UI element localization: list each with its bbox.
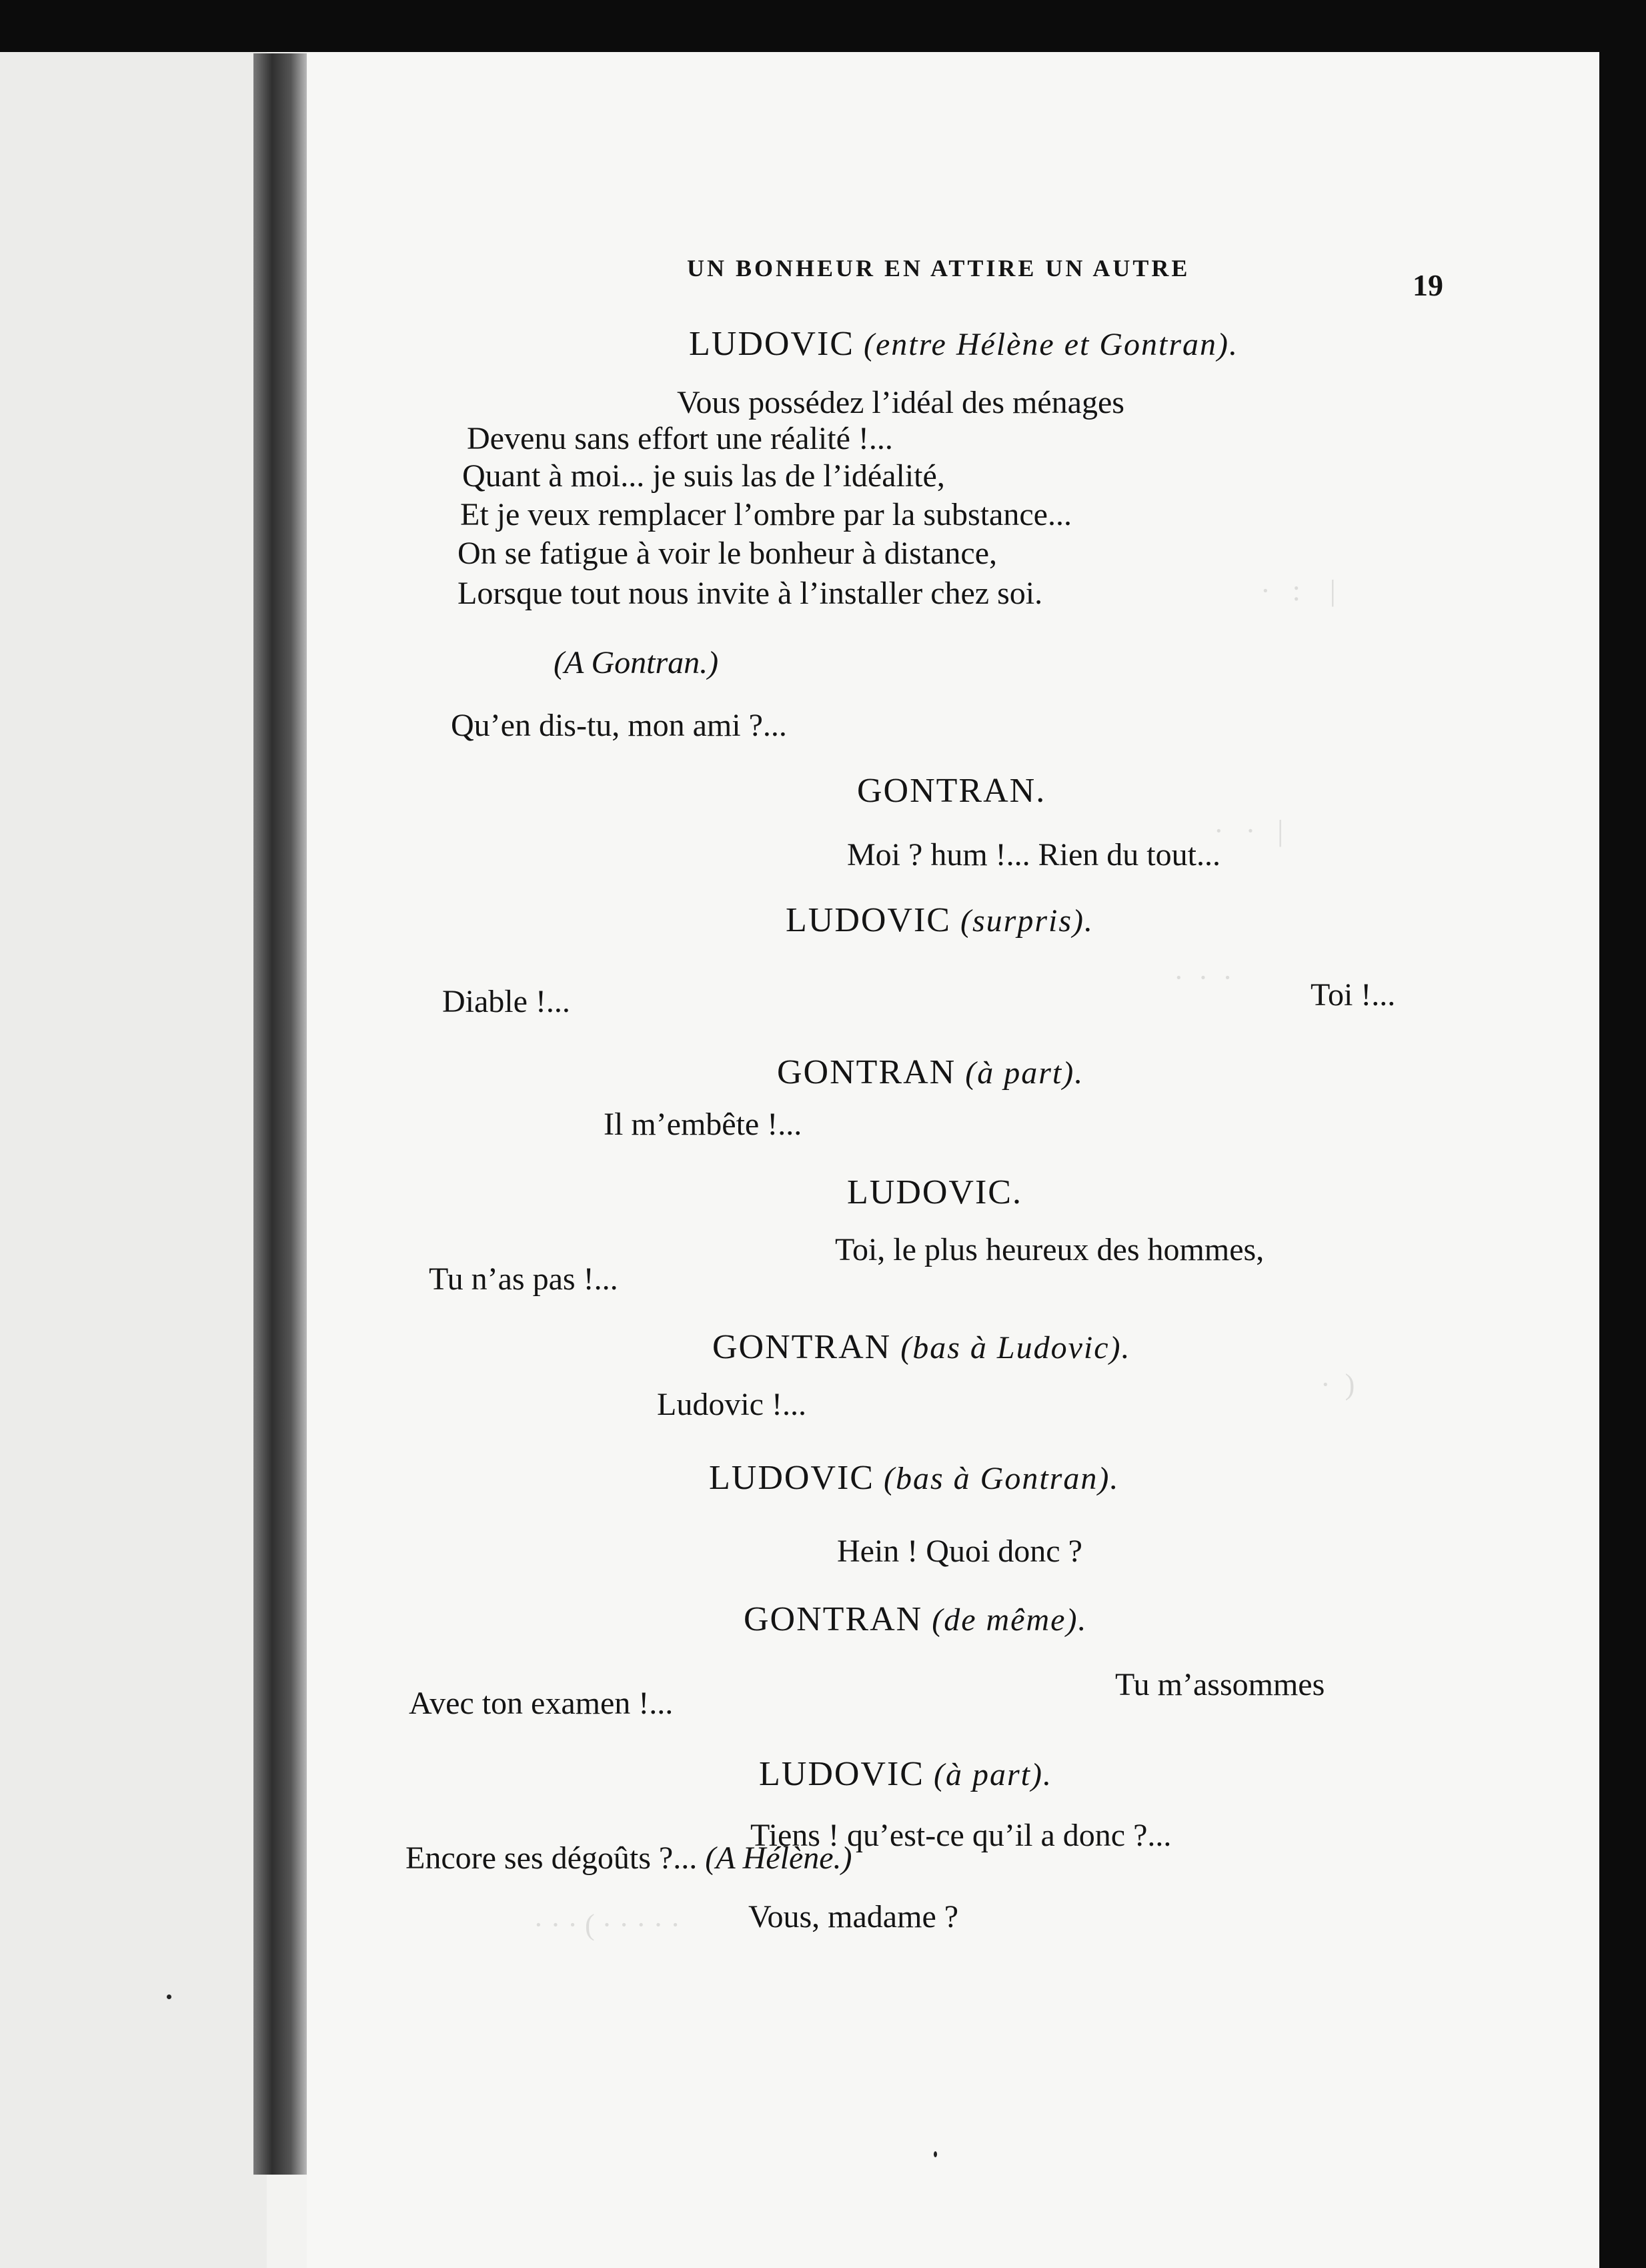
speaker-name: GONTRAN.: [857, 772, 1046, 810]
scan-border-top: [0, 0, 1646, 52]
verse-line: Vous, madame ?: [748, 1899, 959, 1934]
speaker-line: [759, 1757, 1052, 1792]
speaker-name: GONTRAN: [744, 1600, 923, 1638]
verse-line: Quant à moi... je suis las de l’idéalité,: [462, 458, 945, 494]
bleed-through: · : |: [1261, 574, 1336, 607]
speaker-line: [777, 1055, 1084, 1090]
left-page: [0, 40, 267, 2268]
verse-line: [405, 1842, 852, 1874]
stage-direction: (à part).: [965, 1055, 1084, 1091]
stage-direction: (surpris).: [960, 903, 1094, 939]
speaker-name: LUDOVIC: [786, 901, 951, 939]
bleed-through: · · ·: [1174, 961, 1232, 994]
speaker-name: LUDOVIC: [709, 1459, 874, 1497]
speaker-line: [786, 903, 1094, 938]
page-number: 19: [1413, 268, 1443, 302]
verse-line: Toi, le plus heureux des hommes,: [835, 1232, 1265, 1267]
verse-line: Avec ton examen !...: [409, 1686, 674, 1721]
bleed-through: · · |: [1214, 814, 1284, 847]
stage-direction: (A Hélène.): [705, 1840, 852, 1876]
verse-text: Encore ses dégoûts ?...: [405, 1840, 698, 1876]
speaker-name: GONTRAN: [712, 1328, 892, 1366]
verse-line: Et je veux remplacer l’ombre par la substance...: [460, 497, 1072, 532]
speaker-name: LUDOVIC.: [847, 1173, 1022, 1211]
verse-line: Toi !...: [1311, 977, 1396, 1013]
verse-line: Ludovic !...: [657, 1387, 806, 1422]
verse-line: On se fatigue à voir le bonheur à distance,: [458, 536, 998, 571]
speaker-line: [857, 774, 1046, 808]
stage-direction: (entre Hélène et Gontran).: [863, 327, 1239, 362]
book-spine: [253, 53, 307, 2175]
verse-line: Qu’en dis-tu, mon ami ?...: [451, 708, 787, 743]
speaker-name: LUDOVIC: [689, 325, 854, 363]
stage-direction: (bas à Ludovic).: [900, 1330, 1131, 1365]
scan-speck: [934, 2151, 937, 2157]
speaker-line: [709, 1461, 1119, 1496]
verse-line: Lorsque tout nous invite à l’installer chez soi.: [458, 576, 1043, 611]
stage-direction: (A Gontran.): [554, 645, 719, 680]
stage-direction: (bas à Gontran).: [883, 1461, 1120, 1496]
verse-line: Tu n’as pas !...: [429, 1261, 618, 1297]
bleed-through: · · · ( · · · · ·: [534, 1908, 680, 1941]
running-title: UN BONHEUR EN ATTIRE UN AUTRE: [687, 255, 1190, 281]
scan-border-right: [1599, 0, 1646, 2268]
speaker-line: [712, 1330, 1131, 1365]
verse-line: Moi ? hum !... Rien du tout...: [847, 837, 1220, 873]
stage-direction: (à part).: [933, 1757, 1052, 1792]
speaker-name: GONTRAN: [777, 1053, 956, 1091]
speaker-line: [847, 1175, 1022, 1210]
stage-direction: (de même).: [932, 1602, 1088, 1638]
scan-speck: [167, 1995, 171, 1999]
verse-line: Hein ! Quoi donc ?: [837, 1534, 1082, 1569]
speaker-line: [689, 327, 1239, 362]
verse-line: Il m’embête !...: [604, 1107, 802, 1142]
speaker-name: LUDOVIC: [759, 1755, 924, 1793]
verse-line: Vous possédez l’idéal des ménages: [677, 385, 1124, 420]
speaker-line: [744, 1602, 1087, 1637]
verse-line: Devenu sans effort une réalité !...: [467, 421, 893, 456]
verse-line: Diable !...: [442, 984, 570, 1019]
verse-line: Tiens ! qu’est-ce qu’il a donc ?...: [750, 1818, 1172, 1853]
verse-line: Tu m’assommes: [1115, 1667, 1325, 1702]
bleed-through: · ): [1321, 1368, 1355, 1401]
